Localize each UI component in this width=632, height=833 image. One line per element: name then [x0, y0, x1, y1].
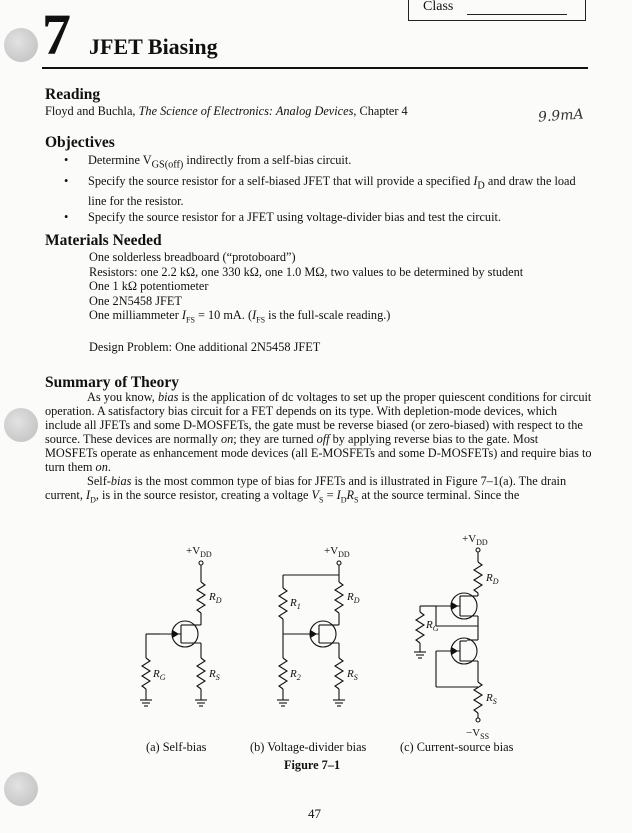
objectives-list: [64, 153, 594, 226]
label-vdd-b: $+V_{DD}$: [324, 545, 350, 559]
punch-hole-bottom: [4, 772, 38, 806]
objective-item: • Determine $V_{GS(off)}$ indirectly from a self-bias circuit.: [64, 153, 594, 172]
caption-voltage-divider-bias: (b) Voltage-divider bias: [250, 740, 367, 754]
label-vdd-a: $+V_{DD}$: [186, 545, 212, 559]
label-rs-b: $R_S$: [347, 668, 358, 682]
objective-item: • Specify the source resistor for a self-biased JFET that will provide a specified $I_D$ and draw the load line for the resistor.: [64, 174, 594, 207]
title-rule: [42, 67, 588, 69]
label-r1-b: $R_1$: [290, 597, 301, 611]
figure-7-1: [0, 530, 632, 740]
summary-paragraph: As you know, bias is the application of dc voltages to set up the proper quiescent conditions for circuit operation. A satisfactory bias circuit for a FET depends on its type. With depletion-mode devices, which include all JFETs and some D-MOSFETs, the gate must be reverse biased (or zero-biased) with respect to the source. These devices are normally on; they are turned off by applying reverse bias to the gate. Most MOSFETs operate as enhancement mode devices (all E-MOSFETs and some D-MOSFETs) and require bias to turn them on.: [45, 390, 592, 474]
material-item: One 2N5458 JFET: [89, 293, 182, 308]
class-label: Class: [423, 0, 454, 14]
figure-title: Figure 7–1: [284, 758, 341, 772]
summary-paragraph: Self-bias is the most common type of bias for JFETs and is illustrated in Figure 7–1(a). The drain current, $I_D$, is in the source resistor, creating a voltage $V_S = I_DR_S$ at the source terminal. Since the: [45, 474, 567, 505]
chapter-number: 7: [42, 2, 71, 67]
class-field[interactable]: [408, 0, 586, 21]
circuit-current-source-bias: [414, 548, 482, 722]
material-item: Resistors: one 2.2 kΩ, one 330 kΩ, one 1.0 MΩ, two values to be determined by student: [89, 264, 524, 279]
label-rs-a: $R_S$: [209, 668, 220, 682]
label-rg-c: $R_G$: [426, 619, 439, 633]
label-vdd-c: $+V_{DD}$: [462, 533, 488, 547]
design-problem: Design Problem: One additional 2N5458 JFET: [89, 339, 321, 354]
summary-text: [45, 390, 593, 507]
reading-heading: Reading: [45, 86, 101, 103]
figure-labels: [152, 533, 499, 740]
label-rd-b: $R_D$: [347, 591, 360, 605]
materials-list: [89, 250, 523, 354]
label-r2-b: $R_2$: [290, 668, 301, 682]
label-vss-c: $-V_{SS}$: [466, 727, 490, 740]
punch-hole-top: [4, 28, 38, 62]
chapter-title: JFET Biasing: [89, 34, 218, 59]
material-item: One milliammeter $I_{FS} = 10$ mA. ($I_{FS}$ is the full-scale reading.): [89, 308, 391, 325]
objective-item: • Specify the source resistor for a JFET using voltage-divider bias and test the circuit.: [64, 210, 594, 224]
punch-hole-middle: [4, 408, 38, 442]
material-item: One solderless breadboard (“protoboard”): [89, 250, 296, 264]
page-number: 47: [308, 806, 321, 821]
label-rg-a: $R_G$: [153, 668, 166, 682]
label-rd-c: $R_D$: [486, 572, 499, 586]
label-rs-c: $R_S$: [486, 692, 497, 706]
label-rd-a: $R_D$: [209, 591, 222, 605]
handwritten-note: 9.9mA: [537, 106, 585, 126]
materials-heading: Materials Needed: [45, 232, 162, 249]
caption-current-source-bias: (c) Current-source bias: [400, 740, 514, 754]
objectives-heading: Objectives: [45, 134, 115, 151]
circuit-self-bias: [140, 561, 207, 706]
material-item: One 1 kΩ potentiometer: [89, 279, 209, 293]
summary-heading: Summary of Theory: [45, 374, 180, 391]
reading-citation: Floyd and Buchla, The Science of Electronics: Analog Devices, Chapter 4: [45, 104, 408, 118]
circuit-voltage-divider-bias: [277, 561, 345, 706]
caption-self-bias: (a) Self-bias: [146, 740, 207, 754]
